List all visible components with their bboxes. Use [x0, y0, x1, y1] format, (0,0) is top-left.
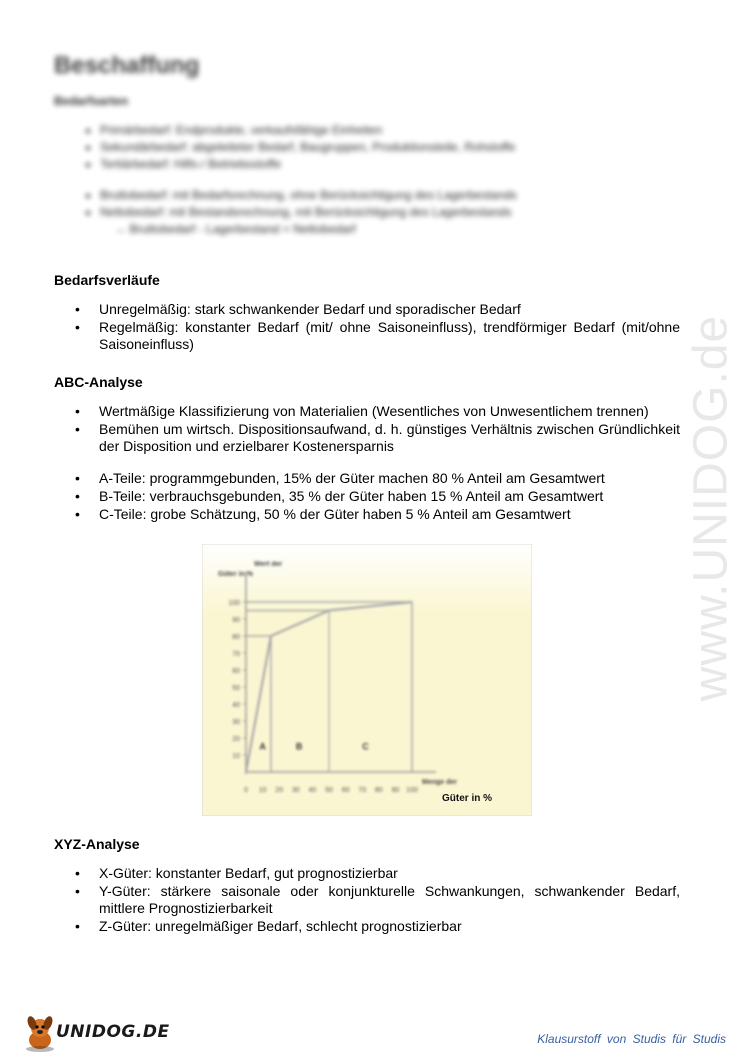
section-heading: ABC-Analyse [54, 374, 143, 390]
logo-text: UNIDOG.DE [56, 1022, 170, 1042]
x-tick-label: 70 [358, 787, 367, 794]
x-tick-label: 0 [244, 787, 248, 794]
bullet-icon: • [75, 403, 80, 419]
y-tick-label: 10 [232, 753, 240, 760]
x-tick-label: 20 [275, 787, 284, 794]
list-item: • B-Teile: verbrauchsgebunden, 35 % der Güter haben 15 % Anteil am Gesamtwert [75, 488, 604, 504]
list-item-continuation: → Bruttobedarf - Lagerbestand = Nettobedarf [114, 222, 356, 236]
section-xyz-analyse [54, 835, 680, 936]
x-axis-title: Menge der [422, 779, 458, 786]
list-item: • Bemühen um wirtsch. Dispositionsaufwand, d. h. günstiges Verhältnis zwischen Gründlichkeit der Disposition und erzielbarer Kostenersparnis [75, 421, 680, 454]
y-tick-label: 60 [232, 668, 240, 675]
y-tick-label: 30 [232, 719, 240, 726]
y-tick-label: 80 [232, 634, 240, 641]
x-tick-label: 10 [258, 787, 267, 794]
list-item: • Z-Güter: unregelmäßiger Bedarf, schlecht prognostizierbar [75, 918, 462, 934]
list-item: • Bruttobedarf: mit Bedarfsrechnung, ohne Berücksichtigung des Lagerbestands [100, 187, 614, 204]
section-heading: XYZ-Analyse [54, 836, 140, 852]
list-item: • Y-Güter: stärkere saisonale oder konjunkturelle Schwankungen, schwankender Bedarf, mittlere Prognostizierbarkeit [75, 883, 680, 916]
y-tick-label: 40 [232, 702, 240, 709]
bullet-icon: • [75, 918, 80, 934]
bullet-icon: • [75, 506, 80, 522]
section-bedarfsverlaeufe [54, 271, 680, 354]
bullet-list [54, 470, 680, 523]
bullet-icon: • [75, 488, 80, 504]
list-item: • X-Güter: konstanter Bedarf, gut prognostizierbar [75, 865, 398, 881]
bullet-icon: • [75, 883, 80, 899]
list-item-text: Nettobedarf: mit Bestandsrechnung, mit Berücksichtigung des Lagerbestands [100, 205, 512, 219]
list-item [100, 204, 614, 238]
unidog-logo[interactable] [22, 1014, 170, 1054]
list-item: • Primärbedarf: Endprodukte, verkaufsfähige Einheiten [100, 122, 614, 139]
list-item: • Sekundärbedarf: abgeleiteter Bedarf, Baugruppen, Produktionsteile, Rohstoffe [100, 139, 614, 156]
y-tick-label: 90 [232, 617, 240, 624]
bullet-icon: • [75, 470, 80, 486]
bullet-icon: • [75, 865, 80, 881]
footer-tagline: Klausurstoff von Studis für Studis [537, 1032, 726, 1046]
list-item: • A-Teile: programmgebunden, 15% der Güter machen 80 % Anteil am Gesamtwert [75, 470, 605, 486]
region-label: A [259, 741, 266, 752]
list-item: • C-Teile: grobe Schätzung, 50 % der Güter haben 5 % Anteil am Gesamtwert [75, 506, 571, 522]
y-axis-title: Güter in % [218, 571, 254, 578]
section-heading: Bedarfsverläufe [54, 272, 160, 288]
x-tick-label: 100 [406, 787, 418, 794]
section-abc-analyse [54, 373, 680, 524]
y-axis-title: Wert der [254, 561, 283, 568]
y-tick-label: 100 [228, 600, 240, 607]
preview-list-1 [54, 122, 614, 173]
region-label: B [295, 741, 303, 752]
list-item: • Unregelmäßig: stark schwankender Bedarf und sporadischer Bedarf [75, 301, 521, 317]
bullet-icon: • [75, 301, 80, 317]
bullet-icon: • [75, 421, 80, 437]
y-tick-label: 20 [232, 736, 240, 743]
blurred-preview [54, 52, 614, 252]
preview-list-2 [54, 187, 614, 238]
region-label: C [362, 741, 369, 752]
x-tick-label: 80 [374, 787, 383, 794]
page-title: Beschaffung [54, 52, 200, 79]
x-tick-label: 50 [325, 787, 333, 794]
x-tick-label: 30 [291, 787, 300, 794]
list-item: • Wertmäßige Klassifizierung von Materialien (Wesentliches von Unwesentlichem trennen) [75, 403, 649, 419]
bullet-list [54, 865, 680, 935]
preview-subheading: Bedarfsarten [54, 94, 129, 108]
abc-chart [202, 544, 532, 816]
y-tick-label: 70 [232, 651, 240, 658]
x-tick-label: 90 [391, 787, 400, 794]
x-tick-label: 40 [308, 787, 317, 794]
chart-background [202, 544, 532, 816]
bullet-list [54, 301, 680, 353]
x-tick-label: 60 [341, 787, 350, 794]
bullet-list [54, 403, 680, 455]
bullet-icon: • [75, 319, 80, 335]
list-item: • Tertiärbedarf: Hilfs-/ Betriebsstoffe [100, 156, 614, 173]
x-axis-title-visible: Güter in % [442, 793, 493, 804]
list-item: • Regelmäßig: konstanter Bedarf (mit/ ohne Saisoneinfluss), trendförmiger Bedarf (mit/ohne Saisoneinfluss) [75, 319, 680, 352]
watermark: www.UNIDOG.de [684, 314, 738, 702]
abc-chart-svg [202, 544, 532, 816]
y-tick-label: 50 [232, 685, 240, 692]
